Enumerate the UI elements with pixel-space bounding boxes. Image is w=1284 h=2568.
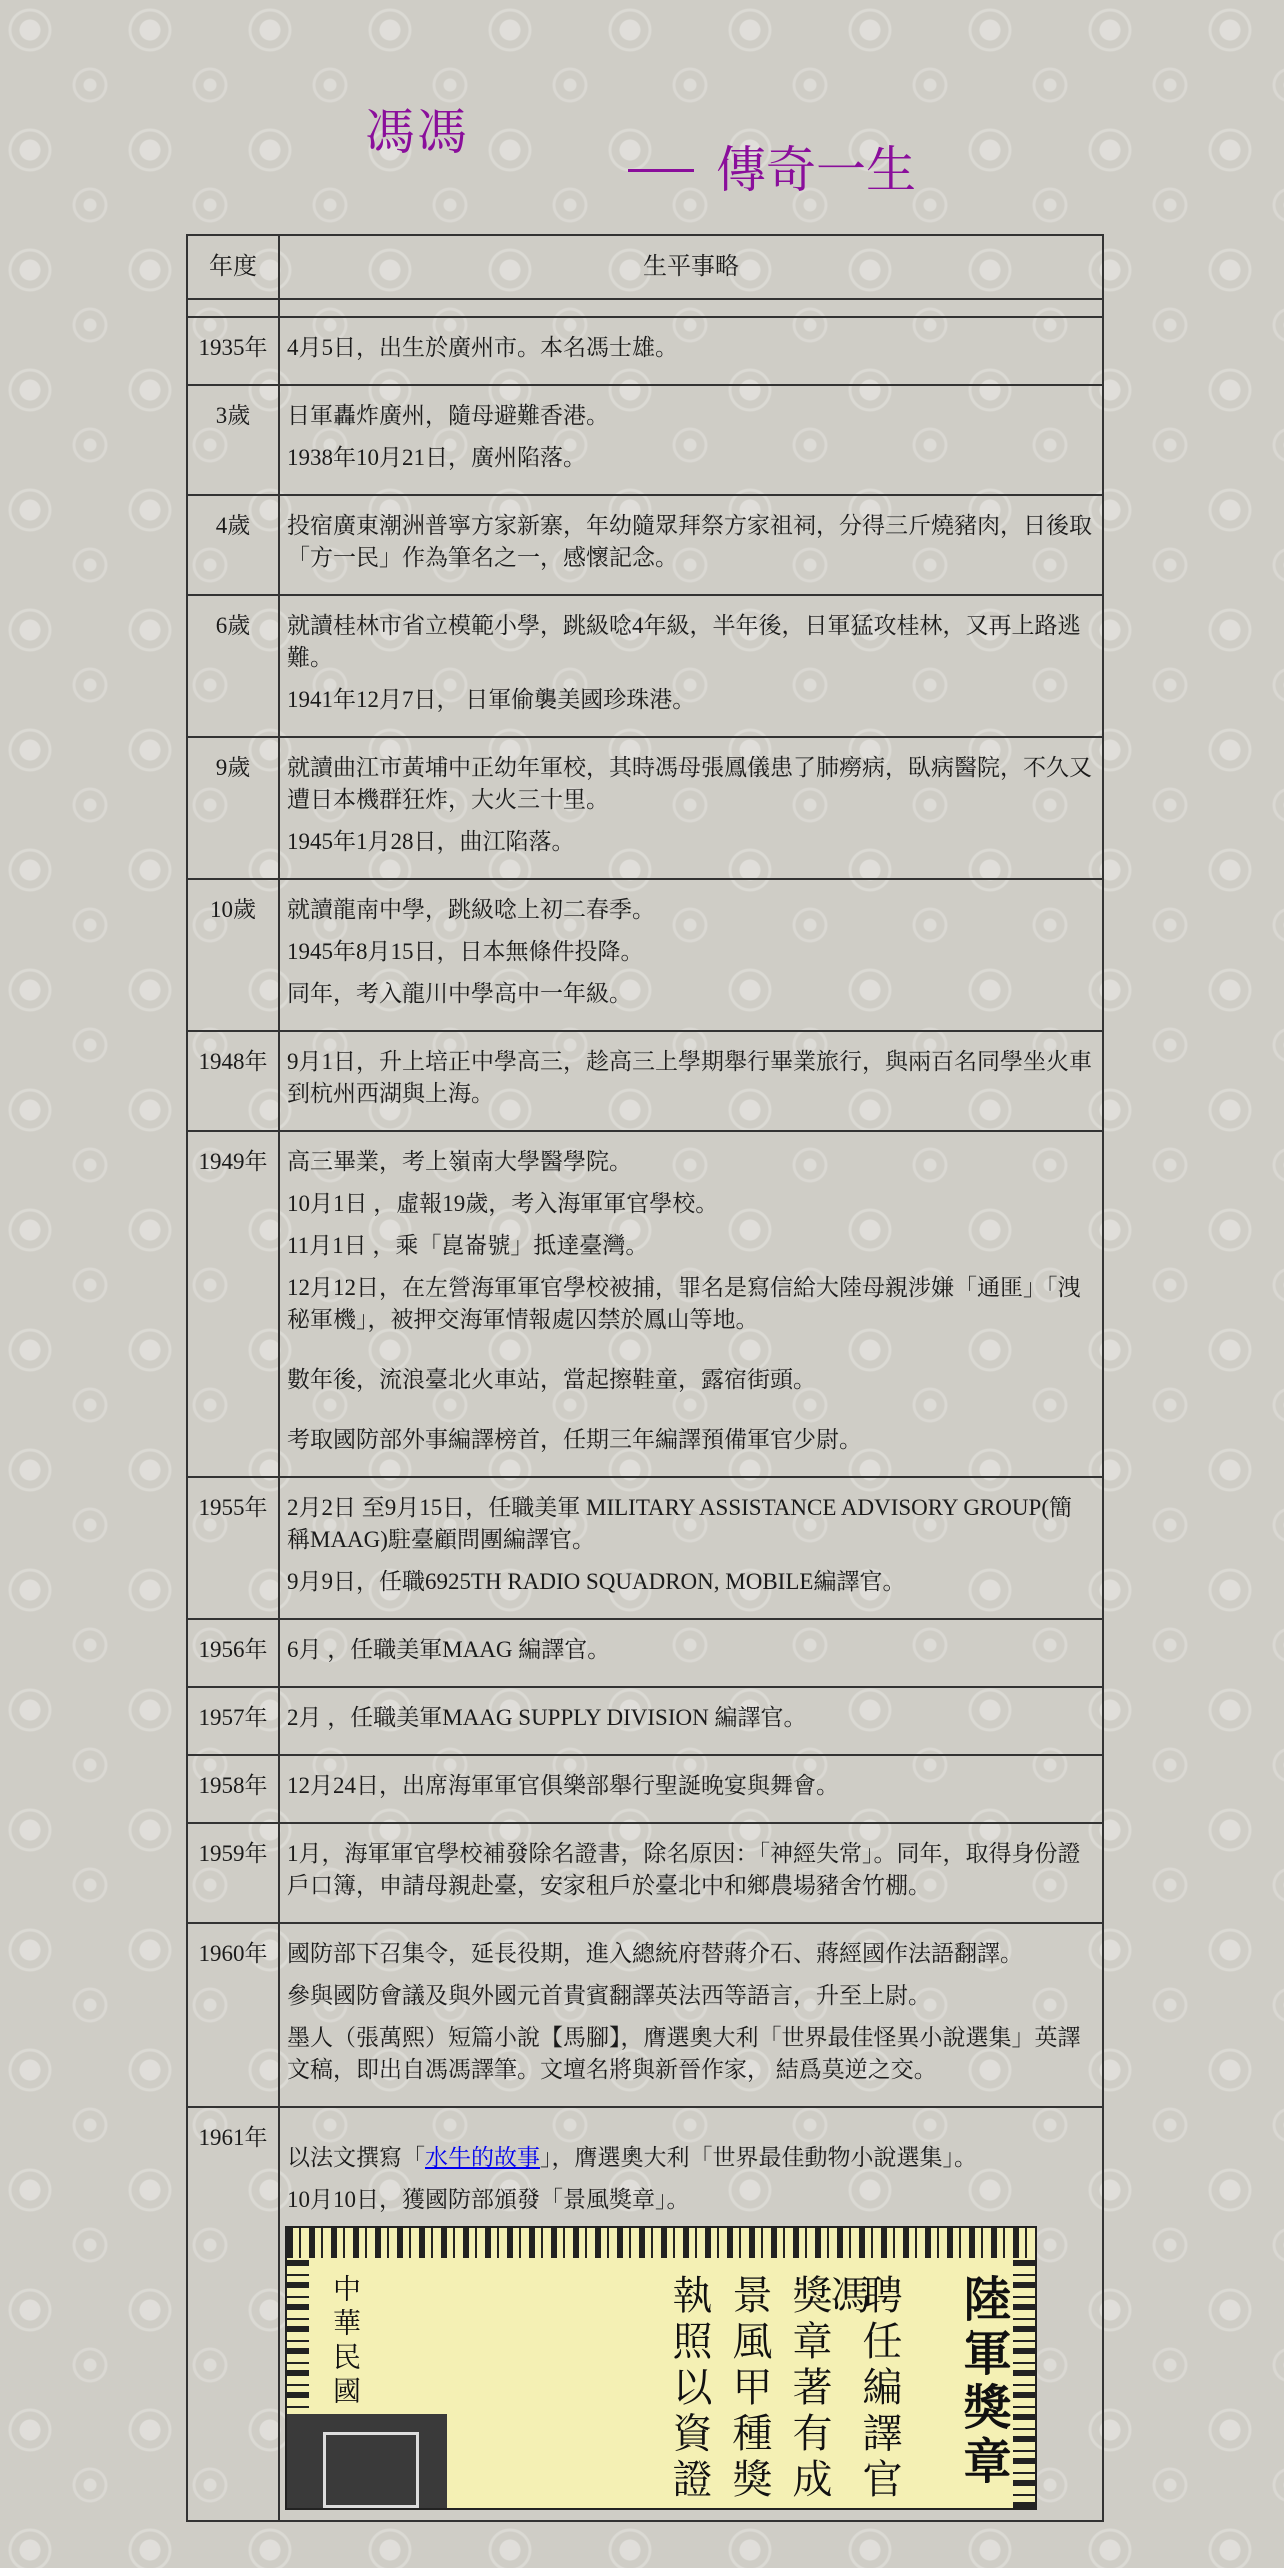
row-events: [279, 1923, 1103, 2107]
table-row: [187, 879, 1103, 1031]
event-line: 1945年1月28日，曲江陷落。: [287, 829, 575, 854]
event-line: 同年，考入龍川中學高中一年級。: [287, 981, 632, 1006]
event-line: 數年後，流浪臺北火車站，當起擦鞋童，露宿街頭。: [287, 1367, 816, 1392]
life-timeline-table: [186, 234, 1104, 2522]
row-events: [279, 495, 1103, 595]
event-line: 9月9日，任職6925TH RADIO SQUADRON, MOBILE編譯官。: [287, 1569, 906, 1594]
event-line: 11月1日 ，乘「崑崙號」抵達臺灣。: [287, 1233, 649, 1258]
row-year: 1956年: [187, 1619, 279, 1687]
table-row: [187, 1687, 1103, 1755]
certificate-text-col: 聘任編譯官馮: [824, 2274, 902, 2504]
event-line: 考取國防部外事編譯榜首，任期三年編譯預備軍官少尉。: [287, 1427, 862, 1452]
event-line-medal: 10月10日，獲國防部頒發「景風獎章」。: [287, 2187, 690, 2212]
event-line: 就讀曲江市黃埔中正幼年軍校，其時馮母張鳳儀患了肺癆病，臥病醫院，不久又遭日本機群狂炸，大火三十里。: [287, 755, 1092, 812]
table-row: [187, 737, 1103, 879]
certificate-date-col: 中華民國: [329, 2274, 362, 2410]
row-year: 10歲: [187, 879, 279, 1031]
row-events: [279, 385, 1103, 495]
row-year: 9歲: [187, 737, 279, 879]
row-year: 1957年: [187, 1687, 279, 1755]
table-row: [187, 1619, 1103, 1687]
row-year: 1955年: [187, 1477, 279, 1619]
row-year: 6歲: [187, 595, 279, 737]
event-line: 9月1日，升上培正中學高三，趁高三上學期舉行畢業旅行，與兩百名同學坐火車到杭州西湖與上海。: [287, 1049, 1092, 1106]
event-line: 日軍轟炸廣州，隨母避難香港。: [287, 403, 609, 428]
table-header-row: [187, 235, 1103, 299]
row-events: [279, 1823, 1103, 1923]
row-events: [279, 1755, 1103, 1823]
certificate-title: 陸軍獎章: [955, 2274, 1011, 2490]
table-row: [187, 1923, 1103, 2107]
row-events: [279, 317, 1103, 385]
row-year: 1948年: [187, 1031, 279, 1131]
event-line: 1945年8月15日，日本無條件投降。: [287, 939, 644, 964]
table-row: [187, 1477, 1103, 1619]
event-line: 1941年12月7日， 日軍偷襲美國珍珠港。: [287, 687, 696, 712]
certificate-text-col: 執照以資證: [666, 2274, 712, 2504]
page-subtitle: [628, 130, 916, 202]
table-row: [187, 495, 1103, 595]
row-events: [279, 737, 1103, 879]
certificate-text-col: 獎章著有成: [786, 2274, 832, 2504]
table-row: [187, 1755, 1103, 1823]
row-events: [279, 879, 1103, 1031]
event-line: 參與國防會議及與外國元首貴賓翻譯英法西等語言，升至上尉。: [287, 1983, 931, 2008]
table-row: [187, 1823, 1103, 1923]
certificate-text-col: 景風甲種獎: [726, 2274, 772, 2504]
row-year: 1949年: [187, 1131, 279, 1477]
event-line: 墨人（張萬熙）短篇小說【馬腳】，膺選奧大利「世界最佳怪異小說選集」英譯文稿，即出自馮馮譯筆。文壇名將與新晉作家， 結爲莫逆之交。: [287, 2025, 1081, 2082]
row-events: [279, 2107, 1103, 2521]
table-row: [187, 317, 1103, 385]
event-line: 10月1日 ，虛報19歲，考入海軍軍官學校。: [287, 1191, 719, 1216]
row-year: 1935年: [187, 317, 279, 385]
table-row: [187, 385, 1103, 495]
event-line: 2月2日 至9月15日，任職美軍 MILITARY ASSISTANCE ADVISORY GROUP(簡稱MAAG)駐臺顧問團編譯官。: [287, 1495, 1072, 1552]
spacer-row: [187, 299, 1103, 317]
row-year: 1959年: [187, 1823, 279, 1923]
event-line: 2月 ，任職美軍MAAG SUPPLY DIVISION 編譯官。: [287, 1705, 807, 1730]
certificate-seal: [323, 2432, 419, 2508]
table-row: [187, 1031, 1103, 1131]
title-dash: [628, 169, 694, 172]
event-text-pre: 以法文撰寫「: [287, 2145, 425, 2170]
table-row: [187, 1131, 1103, 1477]
event-line: 12月12日，在左營海軍軍官學校被捕，罪名是寫信給大陸母親涉嫌「通匪」「洩秘軍機」，被押交海軍情報處囚禁於鳳山等地。: [287, 1275, 1081, 1332]
event-line: 就讀龍南中學，跳級唸上初二春季。: [287, 897, 655, 922]
event-line: 6月 ，任職美軍MAAG 編譯官。: [287, 1637, 611, 1662]
row-events: [279, 1031, 1103, 1131]
page-title: 馮馮: [365, 103, 469, 161]
certificate-border-top: [287, 2228, 1035, 2258]
event-line: 投宿廣東潮洲普寧方家新寨，年幼隨眾拜祭方家祖祠，分得三斤燒豬肉，日後取「方一民」作為筆名之一，感懷記念。: [287, 513, 1092, 570]
row-events: [279, 1619, 1103, 1687]
event-line: 國防部下召集令，延長役期，進入總統府替蔣介石、蔣經國作法語翻譯。: [287, 1941, 1023, 1966]
table-row-1961: [187, 2107, 1103, 2521]
event-line: 4月5日，出生於廣州市。本名馮士雄。: [287, 335, 678, 360]
row-year: 4歲: [187, 495, 279, 595]
row-events: [279, 1131, 1103, 1477]
event-line: 1月，海軍軍官學校補發除名證書，除名原因：「神經失常」。同年，取得身份證戶口簿，申請母親赴臺，安家租戶於臺北中和鄉農場豬舍竹棚。: [287, 1841, 1081, 1898]
medal-certificate-image: [285, 2226, 1037, 2510]
header-year: 年度: [187, 235, 279, 299]
row-events: [279, 1687, 1103, 1755]
event-line: 就讀桂林市省立模範小學，跳級唸4年級，半年後，日軍猛攻桂林，又再上路逃難。: [287, 613, 1081, 670]
event-line: 1938年10月21日，廣州陷落。: [287, 445, 586, 470]
story-link[interactable]: 水牛的故事: [425, 2145, 540, 2170]
event-text-post: 」，膺選奧大利「世界最佳動物小說選集」。: [540, 2145, 977, 2170]
event-line-story: [287, 2142, 1094, 2174]
header-events: 生平事略: [279, 235, 1103, 299]
event-line: 高三畢業，考上嶺南大學醫學院。: [287, 1149, 632, 1174]
row-year: 1961年: [187, 2107, 279, 2521]
event-line: 12月24日，出席海軍軍官俱樂部舉行聖誕晚宴與舞會。: [287, 1773, 839, 1798]
row-year: 3歲: [187, 385, 279, 495]
subtitle-text: 傳奇一生: [716, 141, 916, 199]
row-events: [279, 1477, 1103, 1619]
table-row: [187, 595, 1103, 737]
row-year: 1960年: [187, 1923, 279, 2107]
row-events: [279, 595, 1103, 737]
row-year: 1958年: [187, 1755, 279, 1823]
